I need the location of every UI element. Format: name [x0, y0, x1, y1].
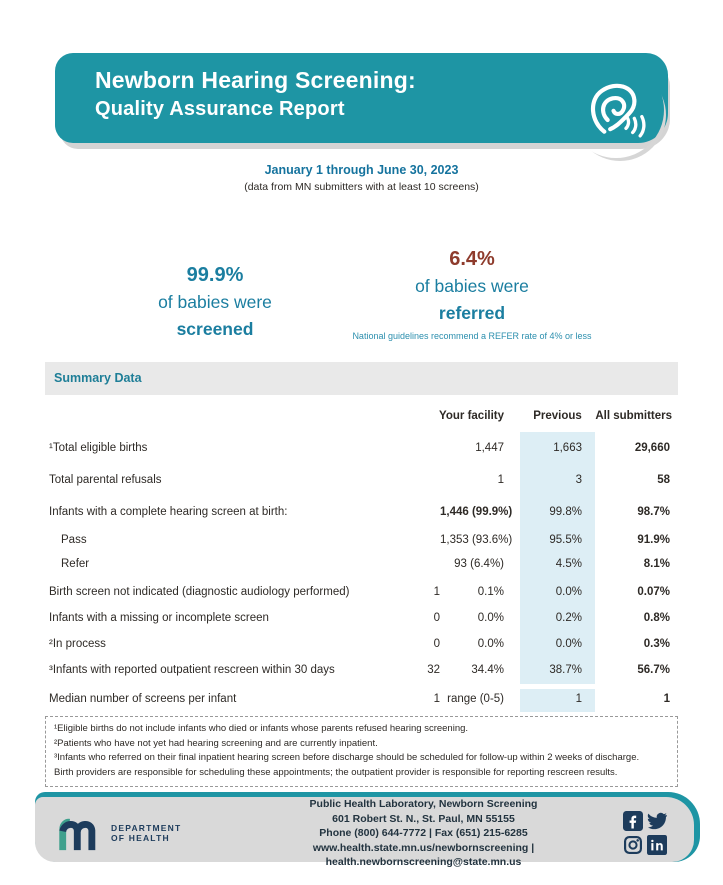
facility-count: 0	[433, 612, 440, 624]
all-submitters-value: 58	[657, 474, 670, 486]
table-row	[45, 528, 678, 552]
data-source-note: (data from MN submitters with at least 10 screens)	[244, 181, 479, 193]
logo-line1: DEPARTMENT	[111, 822, 182, 833]
column-gap	[510, 432, 520, 464]
national-guideline-note: National guidelines recommend a REFER rate of 4% or less	[352, 331, 592, 341]
referred-percent: 6.4%	[449, 248, 495, 270]
facility-count	[390, 552, 440, 578]
row-label: Refer	[61, 558, 90, 570]
social-icons	[622, 811, 694, 856]
ear-icon	[568, 62, 664, 158]
table-row	[45, 632, 678, 658]
row-label: Infants with a complete hearing screen at birth:	[49, 506, 288, 518]
column-gap	[510, 528, 520, 552]
footer-org-line: Public Health Laboratory, Newborn Screening	[309, 798, 538, 810]
footer-band	[35, 797, 694, 868]
all-submitters-value: 29,660	[634, 442, 670, 454]
column-gap	[510, 464, 520, 496]
previous-value: 0.0%	[520, 578, 595, 606]
footer-address-line: 601 Robert St. N., St. Paul, MN 55155	[332, 812, 515, 825]
facility-value: 0.1%	[477, 586, 504, 598]
column-gap	[510, 606, 520, 632]
facility-count	[390, 528, 440, 552]
table-row	[45, 689, 678, 712]
row-label: Total parental refusals	[49, 474, 162, 486]
footnote-2: ²Patients who have not yet had hearing screening and are currently inpatient.	[54, 737, 378, 749]
referred-stat	[343, 245, 601, 343]
footnote-3: ³Infants who referred on their final inpatient hearing screen before discharge should be scheduled for follow-up within 2 weeks of discharge.	[54, 752, 640, 764]
facility-count: 32	[427, 664, 440, 676]
row-label: Pass	[61, 534, 87, 546]
previous-value: 0.2%	[520, 606, 595, 632]
mdh-logo-text	[111, 823, 181, 844]
column-gap	[510, 552, 520, 578]
referred-keyword: referred	[438, 303, 506, 323]
facility-value: range (0-5)	[447, 693, 504, 705]
row-label: Birth screen not indicated (diagnostic audiology performed)	[49, 586, 350, 598]
header-gap	[510, 408, 520, 424]
ear-sound-waves-glyph	[576, 70, 656, 150]
footer-web-email-line[interactable]: www.health.state.mn.us/newbornscreening | health.newbornscreening@state.mn.us	[312, 841, 535, 868]
report-title-line1: Newborn Hearing Screening:	[95, 67, 416, 93]
logo-line2: OF HEALTH	[111, 833, 170, 844]
table-row	[45, 496, 678, 528]
all-submitters-value: 98.7%	[637, 506, 670, 518]
summary-table	[45, 402, 678, 712]
footnote-1: ¹Eligible births do not include infants who died or infants whose parents refused hearing screening.	[54, 723, 469, 734]
row-label: ³Infants with reported outpatient rescreen within 30 days	[49, 664, 335, 676]
row-label: ²In process	[49, 638, 106, 650]
screened-stat	[90, 261, 340, 343]
table-row	[45, 464, 678, 496]
row-label: Infants with a missing or incomplete screen	[49, 612, 269, 624]
facility-value: 0.0%	[477, 638, 504, 650]
table-row	[45, 578, 678, 606]
column-gap	[510, 658, 520, 684]
row-label: ¹Total eligible births	[49, 442, 148, 454]
previous-value: 4.5%	[520, 552, 595, 578]
facility-value: 1,446 (99.9%)	[440, 506, 513, 518]
facility-value: 93 (6.4%)	[454, 558, 504, 570]
column-gap	[510, 689, 520, 712]
facility-value: 1	[497, 474, 504, 486]
previous-value: 0.0%	[520, 632, 595, 658]
header-spacer	[45, 408, 390, 424]
facility-count	[390, 464, 440, 496]
instagram-icon[interactable]	[622, 835, 643, 856]
footnotes-box	[45, 716, 678, 787]
column-all-submitters: All submitters	[595, 410, 672, 422]
page-footer	[35, 792, 700, 868]
facebook-icon[interactable]	[622, 811, 643, 832]
summary-section-header	[45, 362, 678, 395]
column-gap	[510, 632, 520, 658]
mdh-logo	[35, 815, 225, 851]
table-row	[45, 658, 678, 684]
table-row	[45, 432, 678, 464]
facility-count	[390, 496, 440, 528]
footnote-4: Birth providers are responsible for scheduling these appointments; the outpatient provider is responsible for reporting rescreen results.	[54, 766, 618, 778]
linkedin-icon[interactable]	[646, 835, 667, 856]
screened-text: of babies were	[158, 292, 272, 312]
facility-count: 1	[433, 693, 440, 705]
facility-value: 1,447	[475, 442, 504, 454]
all-submitters-value: 91.9%	[637, 534, 670, 546]
table-row	[45, 606, 678, 632]
column-gap	[510, 496, 520, 528]
twitter-icon[interactable]	[646, 811, 667, 832]
column-previous: Previous	[533, 410, 582, 422]
previous-value: 3	[520, 464, 595, 496]
previous-value: 95.5%	[520, 528, 595, 552]
report-period: January 1 through June 30, 2023	[264, 163, 459, 177]
facility-value: 0.0%	[477, 612, 504, 624]
column-your-facility: Your facility	[439, 410, 504, 422]
referred-text: of babies were	[415, 276, 529, 296]
facility-value: 1,353 (93.6%)	[440, 534, 513, 546]
previous-value: 99.8%	[520, 496, 595, 528]
screened-keyword: screened	[176, 319, 254, 339]
all-submitters-value: 56.7%	[637, 664, 670, 676]
table-row	[45, 552, 678, 578]
table-header-row	[45, 402, 678, 432]
column-gap	[510, 578, 520, 606]
facility-value: 34.4%	[471, 664, 504, 676]
previous-value: 1,663	[520, 432, 595, 464]
row-label: Median number of screens per infant	[49, 693, 237, 705]
report-title-line2: Quality Assurance Report	[95, 98, 345, 120]
all-submitters-value: 8.1%	[643, 558, 670, 570]
section-title: Summary Data	[54, 371, 142, 385]
summary-table-rows	[45, 432, 678, 712]
all-submitters-value: 1	[663, 693, 670, 705]
mn-state-m-icon	[55, 815, 103, 851]
all-submitters-value: 0.07%	[637, 586, 670, 598]
all-submitters-value: 0.8%	[643, 612, 670, 624]
previous-value: 38.7%	[520, 658, 595, 684]
footer-phone-fax-line: Phone (800) 644-7772 | Fax (651) 215-6285	[319, 827, 528, 839]
screened-percent: 99.9%	[186, 264, 244, 286]
all-submitters-value: 0.3%	[643, 638, 670, 650]
facility-count: 0	[433, 638, 440, 650]
facility-count: 1	[433, 586, 440, 598]
footer-contact-block	[225, 797, 622, 870]
previous-value: 1	[520, 689, 595, 712]
facility-count	[390, 432, 440, 464]
